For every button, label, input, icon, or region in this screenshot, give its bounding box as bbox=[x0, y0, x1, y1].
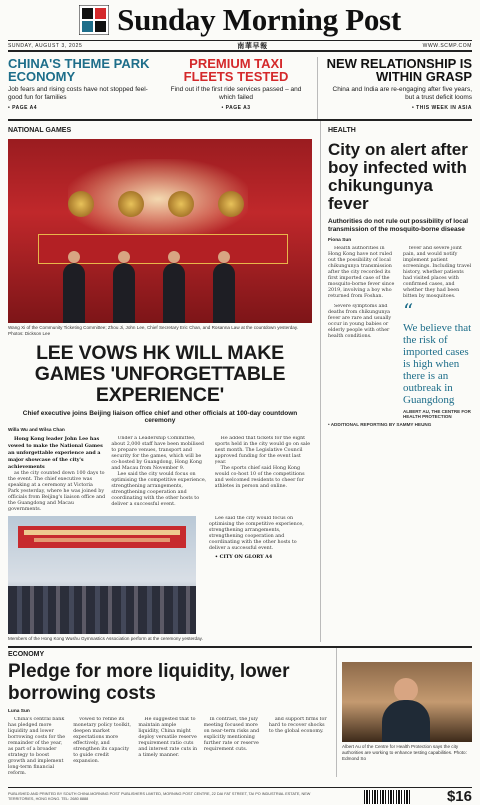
gong-icon bbox=[118, 191, 144, 217]
story-body bbox=[8, 436, 312, 513]
paragraph: In contrast, the July meeting focused more on near-term risks and explicitly mentioning further rate or reserve requirement cuts. bbox=[203, 717, 260, 752]
quote-row bbox=[328, 299, 472, 419]
paragraph: Lee said the city would focus on optimising the competitive experience, strengthening arrangements, strengthening cooperation and coordinating with the other hosts to deliver a successful event. bbox=[111, 472, 207, 507]
teaser-bar bbox=[8, 57, 472, 119]
teaser-theme-park[interactable] bbox=[8, 57, 155, 119]
story-column bbox=[328, 246, 397, 300]
masthead-title: Sunday Morning Post bbox=[117, 2, 401, 37]
official-figure bbox=[213, 263, 235, 323]
official-head bbox=[118, 251, 130, 263]
quote-mark-icon: “ bbox=[403, 299, 414, 323]
person-head bbox=[394, 678, 418, 702]
person-body bbox=[382, 700, 430, 742]
paragraph: The sports chief said Hong Kong would co-host 10 of the competitions and welcomed residents to cheer for athletes in person and online. bbox=[214, 466, 305, 489]
teaser-page: • PAGE A4 bbox=[8, 105, 38, 111]
teaser-relationship[interactable] bbox=[317, 57, 472, 119]
paragraph: Severe symptoms and deaths from chikungunya fever are rare and usually occur in young babies or elderly people with other health conditions. bbox=[328, 304, 392, 339]
official-figure bbox=[113, 263, 135, 323]
section-label: ECONOMY bbox=[8, 650, 45, 658]
byline: Fiona Sun bbox=[328, 238, 352, 243]
gong-icon bbox=[68, 191, 94, 217]
section-label: HEALTH bbox=[328, 126, 356, 134]
lead-paragraph: Hong Kong leader John Lee has vowed to make the National Games an unforgettable experience and a major showcase of the city's achievements bbox=[8, 436, 103, 470]
ceremony-photo bbox=[8, 139, 312, 323]
health-headline[interactable]: City on alert after boy infected with chikungunya fever bbox=[328, 140, 468, 213]
story-column bbox=[204, 717, 263, 777]
continued-link[interactable]: • CITY ON GLORY A4 bbox=[214, 554, 273, 560]
issue-date: SUNDAY, AUGUST 3, 2025 bbox=[8, 42, 83, 49]
story-body bbox=[8, 717, 328, 777]
paragraph: Health authorities in Hong Kong have not ruled out the possibility of local chikungunya transmission after the city recorded its first imported case of the mosquito-borne fever since 2019, involving a boy who returned from Foshan. bbox=[328, 246, 395, 299]
byline: Willa Wu and Wilsa Chan bbox=[8, 428, 65, 433]
teaser-sub: China and India are re-engaging after five years, but a trust deficit looms bbox=[332, 86, 473, 101]
story-column bbox=[209, 516, 312, 642]
page-footer bbox=[8, 787, 472, 805]
official-head bbox=[168, 251, 180, 263]
pull-quote-text: We believe that the risk of imported cases is high when there is an outbreak in Guangdong bbox=[403, 322, 472, 406]
banner-lettering bbox=[34, 538, 170, 542]
barcode-icon bbox=[364, 790, 410, 804]
cover-price: $16 bbox=[446, 788, 472, 805]
story-column bbox=[328, 304, 397, 419]
teaser-headline: PREMIUM TAXI FLEETS TESTED bbox=[183, 56, 289, 84]
website[interactable]: WWW.SCMP.COM bbox=[422, 42, 472, 49]
official-figure bbox=[63, 263, 85, 323]
teaser-page: • PAGE A3 bbox=[221, 105, 251, 111]
health-story bbox=[320, 121, 472, 642]
story-body bbox=[328, 246, 472, 300]
paragraph: He suggested that to maintain ample liquidity, China might deploy versatile reserve requirement ratio cuts and interest rate cuts in a timely manner. bbox=[138, 717, 198, 758]
standfirst: Chief executive joins Beijing liaison office chief and other officials at 100-day countdown ceremony bbox=[22, 410, 298, 424]
teaser-sub: Job fears and rising costs have not stopped feel-good fun for families bbox=[8, 86, 148, 101]
teaser-headline: NEW RELATIONSHIP IS WITHIN GRASP bbox=[326, 56, 473, 84]
teaser-sub: Find out if the first ride services passed – and which failed bbox=[170, 86, 302, 101]
economy-row bbox=[8, 648, 472, 777]
albert-au-photo bbox=[342, 662, 472, 742]
paragraph: fever and severe joint pain, and would notify implement patient screenings. Including travel history, whether patients had visited places with confirmed cases, and whether they had been bitten by mosquitoes. bbox=[403, 246, 472, 299]
pull-quote bbox=[403, 299, 472, 419]
lead-headline[interactable]: LEE VOWS HK WILL MAKE GAMES 'UNFORGETTABLE EXPERIENCE' bbox=[34, 342, 286, 406]
paragraph: He added that tickets for the eight sports held in the city would go on sale next month. The Legislative Council approved funding for the event last year. bbox=[214, 436, 311, 465]
second-photo-row bbox=[8, 516, 312, 642]
story-column bbox=[269, 717, 328, 777]
teaser-page: • THIS WEEK IN ASIA bbox=[412, 105, 473, 111]
gong-icon bbox=[168, 191, 194, 217]
story-column bbox=[215, 436, 312, 513]
paragraph: vowed to refine its monetary policy toolkit, deepen market expectations more effectively, and strengthen its capacity to guide credit expansion. bbox=[73, 717, 131, 764]
byline: Luna Sun bbox=[8, 709, 30, 714]
story-column bbox=[111, 436, 208, 513]
main-columns bbox=[8, 121, 472, 642]
paragraph: Under a Leadership Committee, about 2,000 staff have been mobilised to prepare venues, transport and security for the games, which will be co-hosted by Guangdong, Hong Kong and Macau from November 9. bbox=[111, 436, 204, 471]
paragraph: China's central bank has pledged more liquidity and lower borrowing costs for the remainder of the year, as part of a broader strategy to boost growth and implement long-term financial reform. bbox=[8, 717, 66, 776]
paragraph: as the city counted down 100 days to the event. The chief executive was speaking at a ceremony at Victoria Park yesterday, where he was joined by officials from Beijing's liaison office and the Guangdong and Macau governments. bbox=[8, 471, 106, 512]
national-games-story bbox=[8, 121, 312, 642]
teaser-headline: CHINA'S THEME PARK ECONOMY bbox=[8, 56, 150, 84]
contributor-note: • ADDITIONAL REPORTING BY SAMMY HEUNG bbox=[328, 422, 432, 427]
economy-headline[interactable]: Pledge for more liquidity, lower borrowing costs bbox=[8, 661, 290, 704]
dateline bbox=[8, 40, 472, 52]
scmp-logo-icon bbox=[79, 5, 109, 35]
official-head bbox=[68, 251, 80, 263]
section-label: NATIONAL GAMES bbox=[8, 126, 72, 134]
photo-caption: Wang Xi of the Community Ticketing Committee; Zhou Ji, John Lee, Chief Secretary Eric Chan, and Rosanna Law at the countdown yesterday. Photos: Dickson Lee bbox=[8, 325, 299, 336]
teaser-taxi[interactable] bbox=[163, 57, 310, 119]
performers bbox=[8, 586, 196, 634]
imprint: PUBLISHED AND PRINTED BY SOUTH CHINA MORNING POST PUBLISHERS LIMITED, MORNING POST CENTRE, 22 DAI FAT STREET, TAI PO INDUSTRIAL ESTATE, NEW TERRITORIES, HONG KONG. TEL: 2680 8888 bbox=[8, 791, 311, 801]
standfirst: Authorities do not rule out possibility of local transmission of the mosquito-borne disease bbox=[328, 218, 469, 233]
story-column bbox=[73, 717, 132, 777]
chinese-title: 南華早報 bbox=[237, 42, 268, 50]
paragraph: Lee said the city would focus on optimising the competitive experience, strengthening arrangements, strengthening cooperation and coordinating with the other hosts to deliver a successful event. bbox=[208, 516, 304, 551]
health-photo-block bbox=[336, 648, 472, 777]
official-head bbox=[218, 251, 230, 263]
story-column bbox=[138, 717, 197, 777]
photo-caption: Members of the Hong Kong Wushu Gymnastics Association perform at the ceremony yesterday. bbox=[8, 636, 203, 641]
story-column bbox=[8, 717, 67, 777]
gong-icon bbox=[218, 191, 244, 217]
story-column bbox=[403, 246, 472, 300]
economy-story bbox=[8, 648, 328, 777]
quote-source: ALBERT AU, THE CENTRE FOR HEALTH PROTECTION bbox=[403, 409, 471, 419]
masthead bbox=[8, 0, 472, 40]
second-photo-block bbox=[8, 516, 203, 642]
paragraph: and support firms for hard to recover shocks to the global economy. bbox=[268, 717, 327, 734]
story-column bbox=[8, 436, 105, 513]
official-figure bbox=[163, 263, 185, 323]
banner-lettering bbox=[24, 530, 180, 535]
photo-caption: Albert Au of the Centre for Health Protection says the city authorities are working to enhance testing capabilities. Photo: Edmond So bbox=[342, 744, 467, 761]
performance-photo bbox=[8, 516, 196, 634]
